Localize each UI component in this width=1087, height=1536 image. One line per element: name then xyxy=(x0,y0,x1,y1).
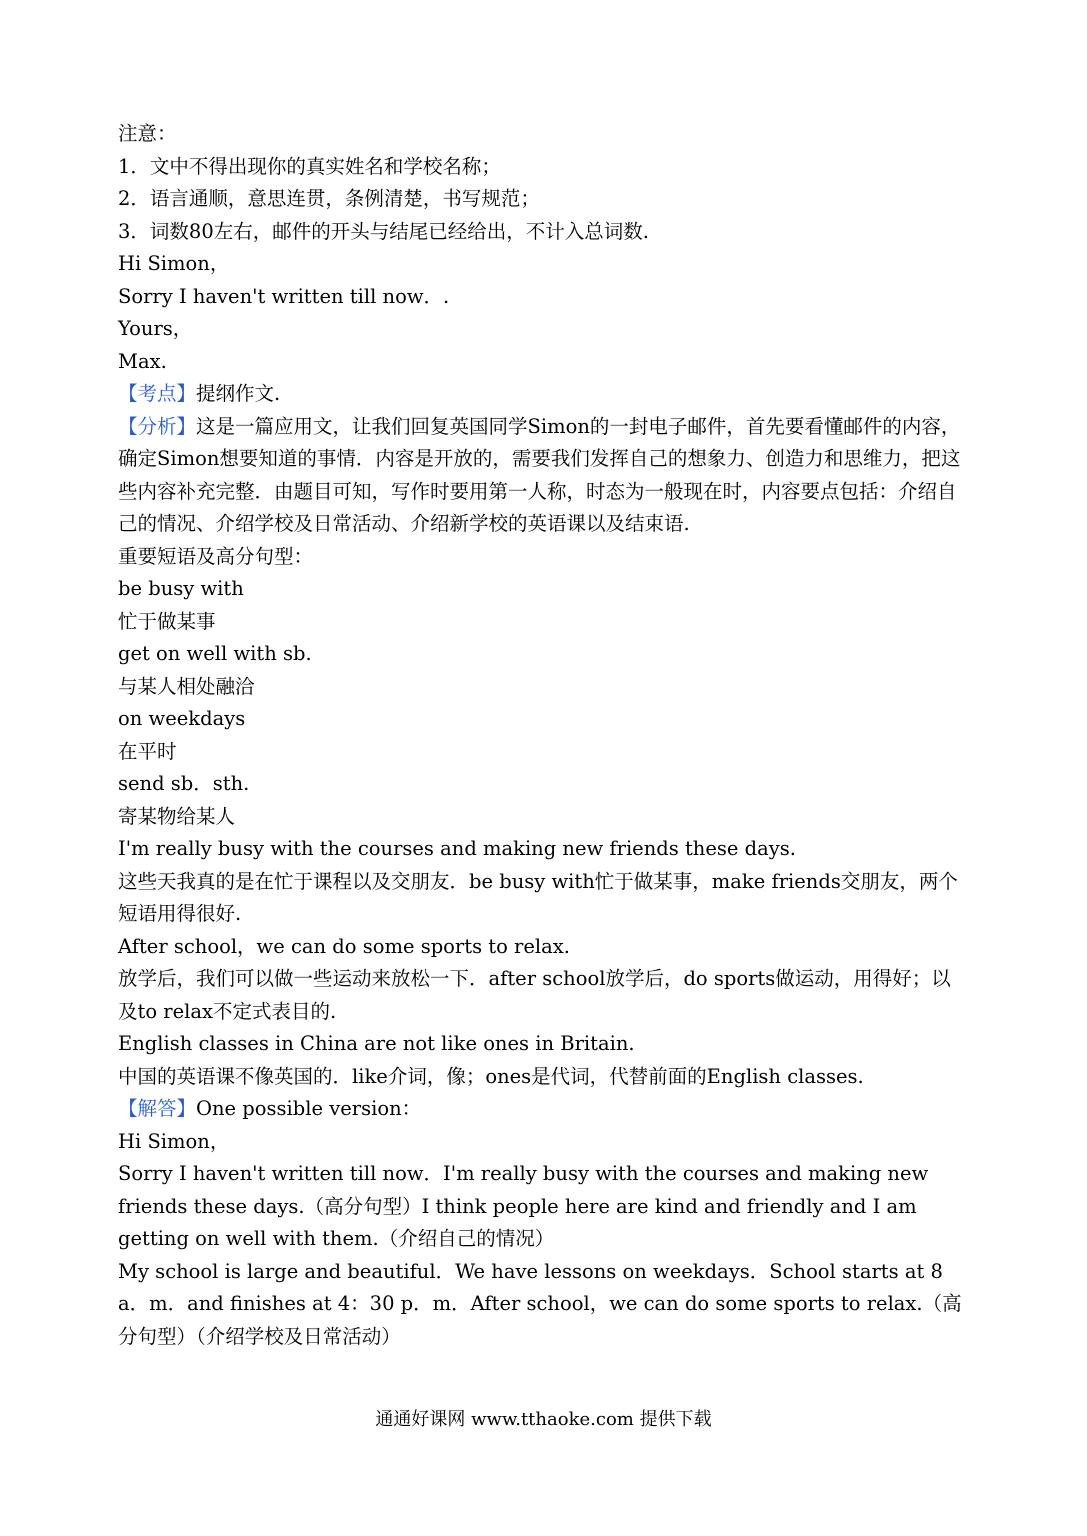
fenxi-text: 这是一篇应用文，让我们回复英国同学Simon的一封电子邮件，首先要看懂邮件的内容，确定Simon想要知道的事情．内容是开放的，需要我们发挥自己的想象力、创造力和思维力，把这些内容补充完整．由题目可知，写作时要用第一人称，时态为一般现在时，内容要点包括：介绍自己的情况、介绍学校及日常活动、介绍新学校的英语课以及结束语. xyxy=(118,414,961,535)
fenxi-section xyxy=(118,411,970,541)
phrase-line: 在平时 xyxy=(118,739,177,763)
phrase-line: 寄某物给某人 xyxy=(118,804,236,828)
phrase-line: 与某人相处融洽 xyxy=(118,674,255,698)
fenxi-tag: 【分析】 xyxy=(118,414,197,438)
notice-item: 2．语言通顺，意思连贯，条例清楚，书写规范； xyxy=(118,187,540,210)
notice-item: 1．文中不得出现你的真实姓名和学校名称； xyxy=(118,154,501,178)
kaodian-text: 提纲作文. xyxy=(196,382,281,405)
phrases-heading: 重要短语及高分句型： xyxy=(118,544,314,568)
template-greeting: Hi Simon， xyxy=(118,252,230,275)
phrase-line: 这些天我真的是在忙于课程以及交朋友．be busy with忙于做某事，make friends交朋友，两个短语用得很好. xyxy=(118,869,958,925)
phrase-line: 中国的英语课不像英国的．like介词，像；ones是代词，代替前面的English classes. xyxy=(118,1064,864,1088)
template-signature: Max. xyxy=(118,349,167,373)
jieda-tag: 【解答】 xyxy=(118,1097,197,1120)
phrase-line: I'm really busy with the courses and making new friends these days. xyxy=(118,837,796,860)
phrase-line: After school，we can do some sports to relax. xyxy=(118,934,570,958)
answer-paragraph: My school is large and beautiful．We have lessons on weekdays．School starts at 8 a．m．and finishes at 4：30 p．m．After school，we can do some sports to relax.（高分句型）（介绍学校及日常活动） xyxy=(118,1259,962,1348)
template-opening: Sorry I haven't written till now．. xyxy=(118,284,450,308)
phrase-line: 忙于做某事 xyxy=(118,609,216,633)
page-footer: 通通好课网 www.tthaoke.com 提供下载 xyxy=(375,1409,712,1430)
notice-item: 3．词数80左右，邮件的开头与结尾已经给出，不计入总词数. xyxy=(118,219,649,243)
kaodian-section xyxy=(118,378,970,411)
phrase-line: English classes in China are not like ones in Britain. xyxy=(118,1032,635,1055)
answer-paragraph: Sorry I haven't written till now．I'm really busy with the courses and making new friends these days.（高分句型）I think people here are kind and friendly and I am getting on well with them.（介绍自己的情况） xyxy=(118,1162,929,1250)
document-body xyxy=(118,118,970,1353)
kaodian-tag: 【考点】 xyxy=(118,382,197,405)
phrase-line: on weekdays xyxy=(118,707,246,730)
answer-greeting: Hi Simon， xyxy=(118,1129,230,1153)
template-closing: Yours， xyxy=(118,317,193,340)
notice-heading: 注意： xyxy=(118,122,177,145)
jieda-text: One possible version： xyxy=(196,1097,422,1120)
phrase-line: send sb．sth. xyxy=(118,772,250,795)
phrase-line: 放学后，我们可以做一些运动来放松一下．after school放学后，do sports做运动，用得好；以及to relax不定式表目的. xyxy=(118,967,951,1023)
jieda-section xyxy=(118,1093,970,1126)
phrase-line: be busy with xyxy=(118,577,244,600)
phrase-line: get on well with sb. xyxy=(118,642,312,665)
